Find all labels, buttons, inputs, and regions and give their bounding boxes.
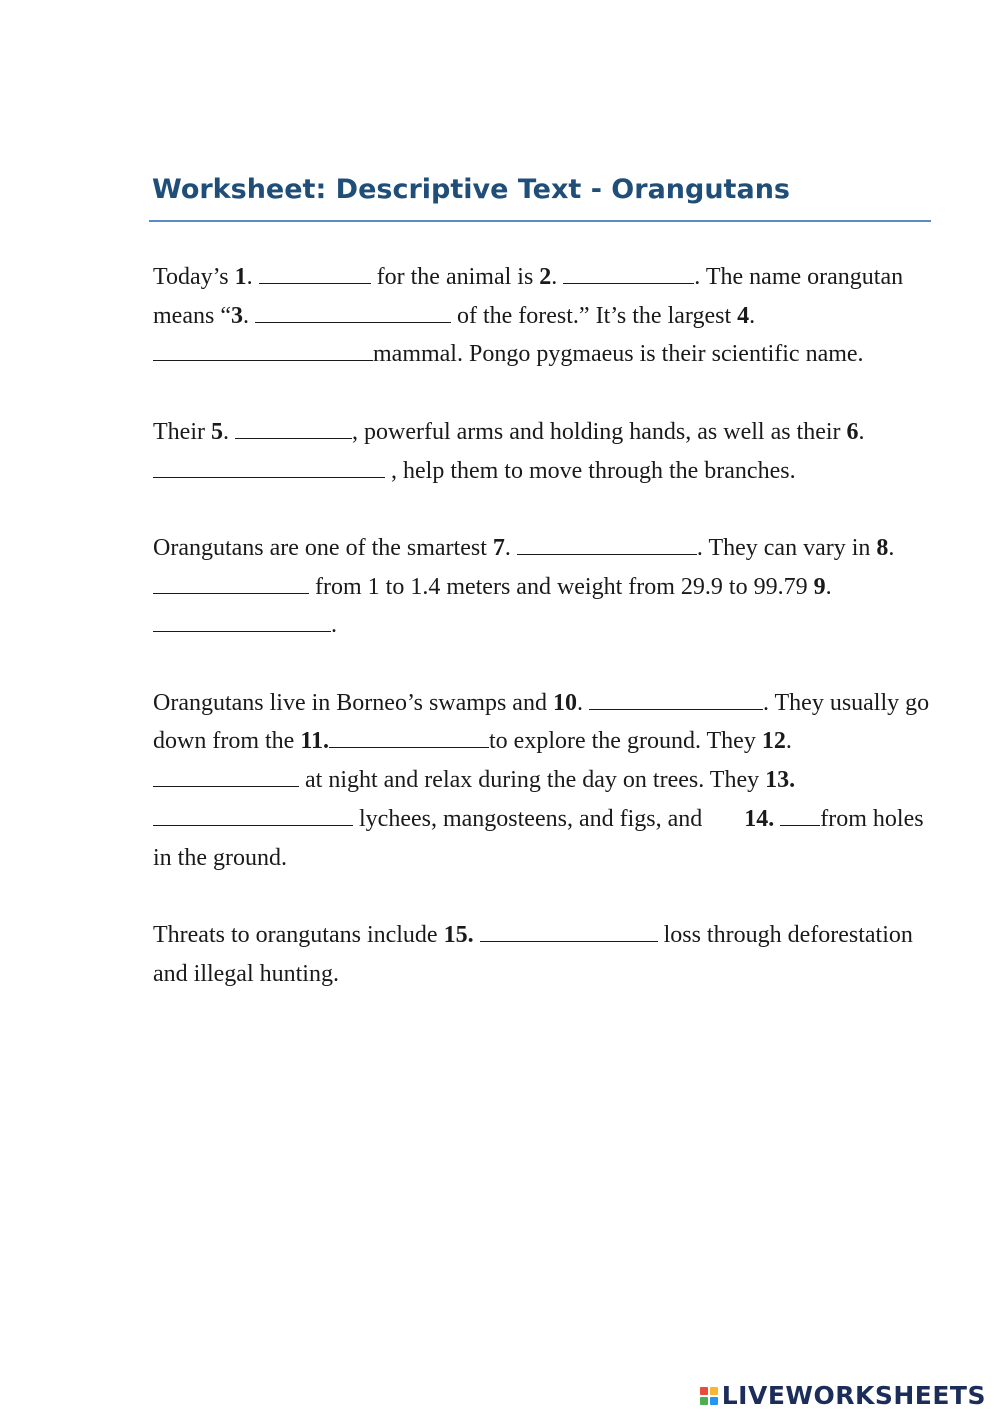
text: Orangutans live in Borneo’s swamps and [153, 689, 553, 716]
blank-number-4: 4 [737, 302, 750, 329]
answer-blank-4[interactable] [153, 340, 373, 361]
text: mammal. Pongo pygmaeus is their scientific name. [373, 341, 864, 368]
text: to explore the ground. They [489, 728, 762, 755]
blank-number-15: 15. [443, 921, 474, 948]
text: . The name orangutan means “ [153, 264, 904, 329]
logo-square-3 [700, 1397, 708, 1405]
answer-blank-9[interactable] [153, 611, 331, 632]
text: , help them to move through the branches. [385, 457, 796, 484]
text: . [222, 418, 235, 445]
text: . [858, 418, 865, 445]
text: . [504, 534, 517, 561]
paragraph-3 [153, 529, 933, 645]
paragraph-2 [153, 413, 933, 490]
blank-number-6: 6 [846, 418, 859, 445]
text: from 1 to 1.4 meters and weight from 29.9 to 99.79 [309, 573, 814, 600]
text: , powerful arms and holding hands, as well as their [351, 418, 847, 445]
answer-blank-10[interactable] [589, 689, 763, 710]
text: . They usually go down from the [153, 689, 930, 755]
blank-number-13: 13. [765, 767, 796, 794]
text: . [331, 612, 337, 639]
answer-blank-14[interactable] [780, 805, 820, 826]
blank-number-12: 12 [761, 728, 786, 755]
answer-blank-15[interactable] [480, 921, 658, 942]
blank-number-5: 5 [210, 418, 223, 445]
text: Threats to orangutans include [153, 921, 444, 948]
answer-blank-12[interactable] [153, 766, 299, 787]
logo-text: LIVEWORKSHEETS [721, 1381, 986, 1410]
paragraph-1 [153, 258, 933, 374]
answer-blank-11[interactable] [329, 727, 489, 748]
text: lychees, mangosteens, and figs, and [353, 805, 703, 832]
answer-blank-8[interactable] [153, 573, 309, 594]
text: . [785, 728, 792, 755]
text: . [242, 302, 255, 329]
answer-blank-1[interactable] [259, 263, 371, 284]
blank-number-9: 9 [813, 573, 826, 600]
blank-number-3: 3 [230, 302, 243, 329]
text: Their [153, 418, 211, 445]
logo-square-1 [700, 1387, 708, 1395]
answer-blank-5[interactable] [235, 418, 352, 439]
text: of the forest.” It’s the largest [450, 302, 738, 329]
blank-number-14: 14. [744, 805, 775, 832]
answer-blank-13[interactable] [153, 805, 353, 826]
text: . [576, 689, 589, 716]
text: . [246, 264, 259, 290]
paragraph-4 [153, 684, 933, 878]
paragraph-5 [153, 916, 933, 993]
text: from holes in the ground. [153, 805, 924, 871]
answer-blank-7[interactable] [517, 534, 697, 555]
text: . [888, 534, 895, 561]
blank-number-7: 7 [492, 534, 505, 561]
logo-mark-icon [700, 1387, 718, 1405]
text: at night and relax during the day on trees. They [299, 767, 766, 794]
blank-number-10: 10 [552, 689, 577, 716]
answer-blank-6[interactable] [153, 457, 385, 478]
text: . [825, 573, 832, 600]
liveworksheets-logo [700, 1381, 986, 1410]
text: loss through deforestation and illegal hunting. [153, 921, 913, 987]
text: for the animal is [370, 264, 540, 290]
logo-square-2 [710, 1387, 718, 1395]
blank-number-8: 8 [876, 534, 889, 561]
text: . [749, 302, 756, 329]
answer-blank-2[interactable] [563, 263, 694, 284]
blank-number-11: 11. [300, 728, 329, 755]
text: . They can vary in [696, 534, 877, 561]
text: Today’s [153, 264, 235, 290]
answer-blank-3[interactable] [255, 302, 451, 323]
text: . [551, 264, 564, 290]
worksheet-body [153, 258, 933, 1032]
text: Orangutans are one of the smartest [153, 534, 493, 561]
logo-square-4 [710, 1397, 718, 1405]
title-divider [149, 220, 931, 222]
blank-number-1: 1 [234, 264, 247, 290]
blank-number-2: 2 [539, 264, 552, 290]
worksheet-title: Worksheet: Descriptive Text - Orangutans [152, 174, 790, 205]
